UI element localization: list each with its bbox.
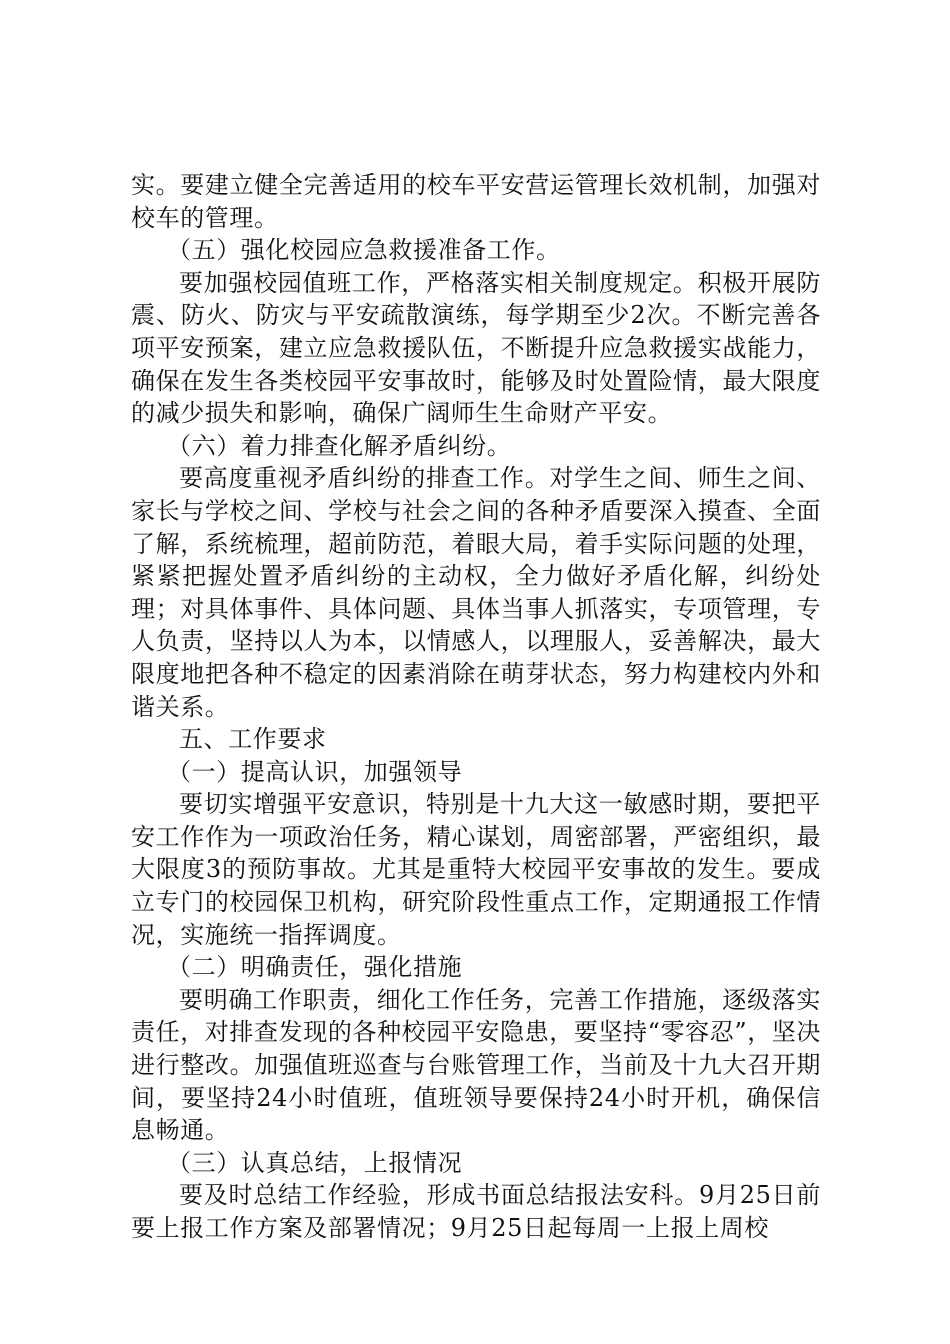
paragraph-dispute-resolution: 要高度重视矛盾纠纷的排查工作。对学生之间、师生之间、家长与学校之间、学校与社会之间的各种矛盾要深入摸查、全面了解，系统梳理，超前防范，着眼大局，着手实际问题的处理，紧紧把握处置矛盾纠纷的主动权，全力做好矛盾化解，纠纷处理；对具体事件、具体问题、具体当事人抓落实，专项管理，专人负责，坚持以人为本，以情感人，以理服人，妥善解决，最大限度地把各种不稳定的因素消除在萌芽状态，努力构建校内外和谐关系。 xyxy=(131,464,821,721)
section-heading-6: （六）着力排查化解矛盾纠纷。 xyxy=(167,431,512,460)
section-heading-3: （三）认真总结，上报情况 xyxy=(167,1148,463,1177)
section-heading-1: （一）提高认识，加强领导 xyxy=(167,757,463,786)
paragraph-emergency-rescue: 要加强校园值班工作，严格落实相关制度规定。积极开展防震、防火、防灾与平安疏散演练，每学期至少2次。不断完善各项平安预案，建立应急救援队伍，不断提升应急救援实战能力，确保在发生各类校园平安事故时，能够及时处置险情，最大限度的减少损失和影响，确保广阔师生生命财产平安。 xyxy=(131,268,821,428)
chapter-heading-requirements: 五、工作要求 xyxy=(179,725,327,754)
paragraph-responsibility: 要明确工作职责，细化工作任务，完善工作措施，逐级落实责任，对排查发现的各种校园平安隐患，要坚持“零容忍”，坚决进行整改。加强值班巡查与台账管理工作，当前及十九大召开期间，要坚持24小时值班，值班领导要保持24小时开机，确保信息畅通。 xyxy=(131,985,821,1145)
document-body xyxy=(131,169,821,1245)
section-heading-2: （二）明确责任，强化措施 xyxy=(167,953,463,982)
paragraph-awareness: 要切实增强平安意识，特别是十九大这一敏感时期，要把平安工作作为一项政治任务，精心谋划，周密部署，严密组织，最大限度3的预防事故。尤其是重特大校园平安事故的发生。要成立专门的校园保卫机构，研究阶段性重点工作，定期通报工作情况，实施统一指挥调度。 xyxy=(131,790,821,949)
paragraph-continuation: 实。要建立健全完善适用的校车平安营运管理长效机制，加强对校车的管理。 xyxy=(131,171,821,232)
paragraph-reporting: 要及时总结工作经验，形成书面总结报法安科。9月25日前要上报工作方案及部署情况；9月25日起每周一上报上周校 xyxy=(131,1181,821,1242)
section-heading-5: （五）强化校园应急救援准备工作。 xyxy=(167,236,561,265)
